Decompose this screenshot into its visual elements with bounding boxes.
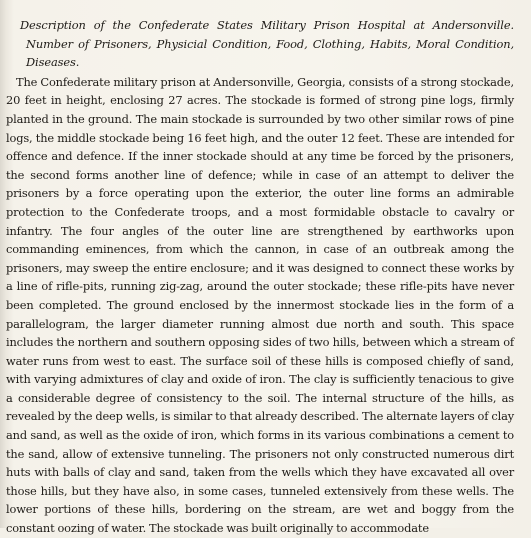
section-heading: Description of the Confederate States Military Prison Hospital at Andersonville. Number of Prisoners, Physicial Condition, Food, Clothing, Habits, Moral Condition, Diseases. — [20, 18, 514, 70]
body-paragraph: The Confederate military prison at Andersonville, Georgia, consists of a strong stockade, 20 feet in height, enclosing 27 acres. The stockade is formed of strong pine logs, firmly planted in the ground. The main stockade is surrounded by two other similar rows of pine logs, the middle stockade being 16 feet high, and the outer 12 feet. These are intended for offence and defence. If the inner stockade should at any time be forced by the prisoners, the second forms another line of defence; while in case of an attempt to deliver the prisoners by a force operating upon the exterior, the outer line forms an admirable protection to the Confederate troops, and a most formidable obstacle to cavalry or infantry. The four angles of the outer line are strengthened by earthworks upon commanding eminences, from which the cannon, in case of an outbreak among the prisoners, may sweep the entire enclosure; and it was designed to connect these works by a line of rifle-pits, running zig-zag, around the outer stockade; these rifle-pits have never been completed. The ground enclosed by the innermost stockade lies in the form of a parallelogram, the larger diameter running almost due north and south. This space includes the northern and southern opposing sides of two hills, between which a stream of water runs from west to east. The surface soil of these hills is composed chiefly of sand, with varying admixtures of clay and oxide of iron. The clay is sufficiently tenacious to give a considerable degree of consistency to the soil. The internal structure of the hills, as revealed by the deep wells, is similar to that already described. The alternate layers of clay and sand, as well as the oxide of iron, which forms in its various combinations a cement to the sand, allow of extensive tunneling. The prisoners not only constructed numerous dirt huts with balls of clay and sand, taken from the wells which they have excavated all over those hills, but they have also, in some cases, tunneled extensively from these wells. The lower portions of these hills, bordering on the stream, are wet and boggy from the constant oozing of water. The stockade was built originally to accommodate — [6, 74, 514, 536]
document-text-block — [6, 16, 514, 538]
